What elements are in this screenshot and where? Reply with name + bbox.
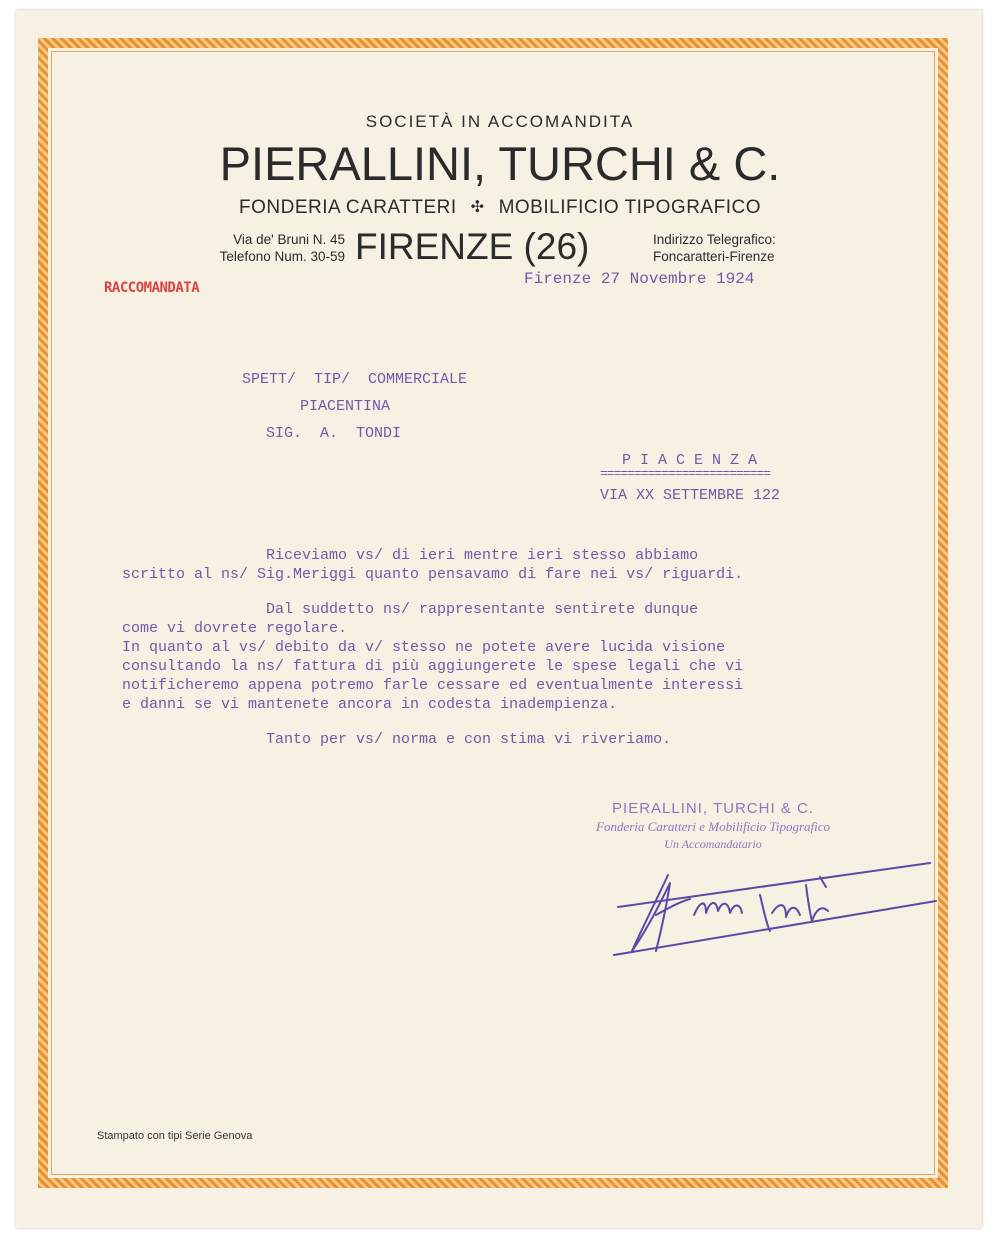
body-line: consultando la ns/ fattura di più aggiungerete le spese legali che vi [122, 658, 744, 675]
company-stamp [568, 800, 858, 852]
stamp-firm: PIERALLINI, TURCHI & C. [612, 800, 814, 817]
registered-mail-stamp: RACCOMANDATA [104, 280, 200, 296]
telegraph-address [653, 231, 776, 265]
body-line: scritto al ns/ Sig.Meriggi quanto pensavamo di fare nei vs/ riguardi. [122, 566, 744, 583]
destination-block [600, 452, 780, 504]
recipient-line: PIACENTINA [300, 398, 391, 415]
address-street: Via de' Bruni N. 45 [233, 232, 345, 247]
body-line: notificheremo appena potremo farle cessare ed eventualmente interessi [122, 677, 744, 694]
company-trade [0, 197, 1000, 219]
destination-city: P I A C E N Z A [622, 452, 758, 469]
destination-underline: ========================= [600, 466, 771, 481]
company-address [170, 231, 345, 265]
body-line: Tanto per vs/ norma e con stima vi riveriamo. [122, 731, 672, 748]
printer-note: Stampato con tipi Serie Genova [97, 1130, 253, 1142]
handwritten-signature [610, 855, 940, 965]
company-name: PIERALLINI, TURCHI & C. [219, 137, 781, 190]
trade-right: MOBILIFICIO TIPOGRAFICO [498, 197, 761, 218]
stamp-trade: Fonderia Caratteri e Mobilificio Tipografico [596, 819, 830, 834]
telegraph-label: Indirizzo Telegrafico: [653, 232, 776, 247]
destination-street: VIA XX SETTEMBRE 122 [600, 487, 781, 504]
recipient-line: SIG. A. TONDI [266, 425, 402, 442]
telegraph-value: Foncaratteri-Firenze [653, 249, 775, 264]
company-city: FIRENZE (26) [355, 226, 590, 267]
trade-left: FONDERIA CARATTERI [239, 197, 457, 218]
ornament-icon: ✣ [470, 199, 485, 216]
body-line: Riceviamo vs/ di ieri mentre ieri stesso abbiamo [122, 547, 699, 564]
recipient-line: SPETT/ TIP/ COMMERCIALE [242, 371, 468, 388]
body-line: e danni se vi mantenete ancora in codesta inadempienza. [122, 696, 618, 713]
stamp-role: Un Accomandatario [664, 837, 762, 851]
address-phone: Telefono Num. 30-59 [219, 249, 345, 264]
company-type: SOCIETÀ IN ACCOMANDITA [365, 112, 635, 131]
recipient-block [242, 366, 467, 447]
body-line: In quanto al vs/ debito da v/ stesso ne potete avere lucida visione [122, 639, 726, 656]
letter-body [122, 546, 897, 749]
letter-date: Firenze 27 Novembre 1924 [524, 270, 755, 288]
body-line: Dal suddetto ns/ rappresentante sentirete dunque [122, 601, 699, 618]
body-line: come vi dovrete regolare. [122, 620, 348, 637]
